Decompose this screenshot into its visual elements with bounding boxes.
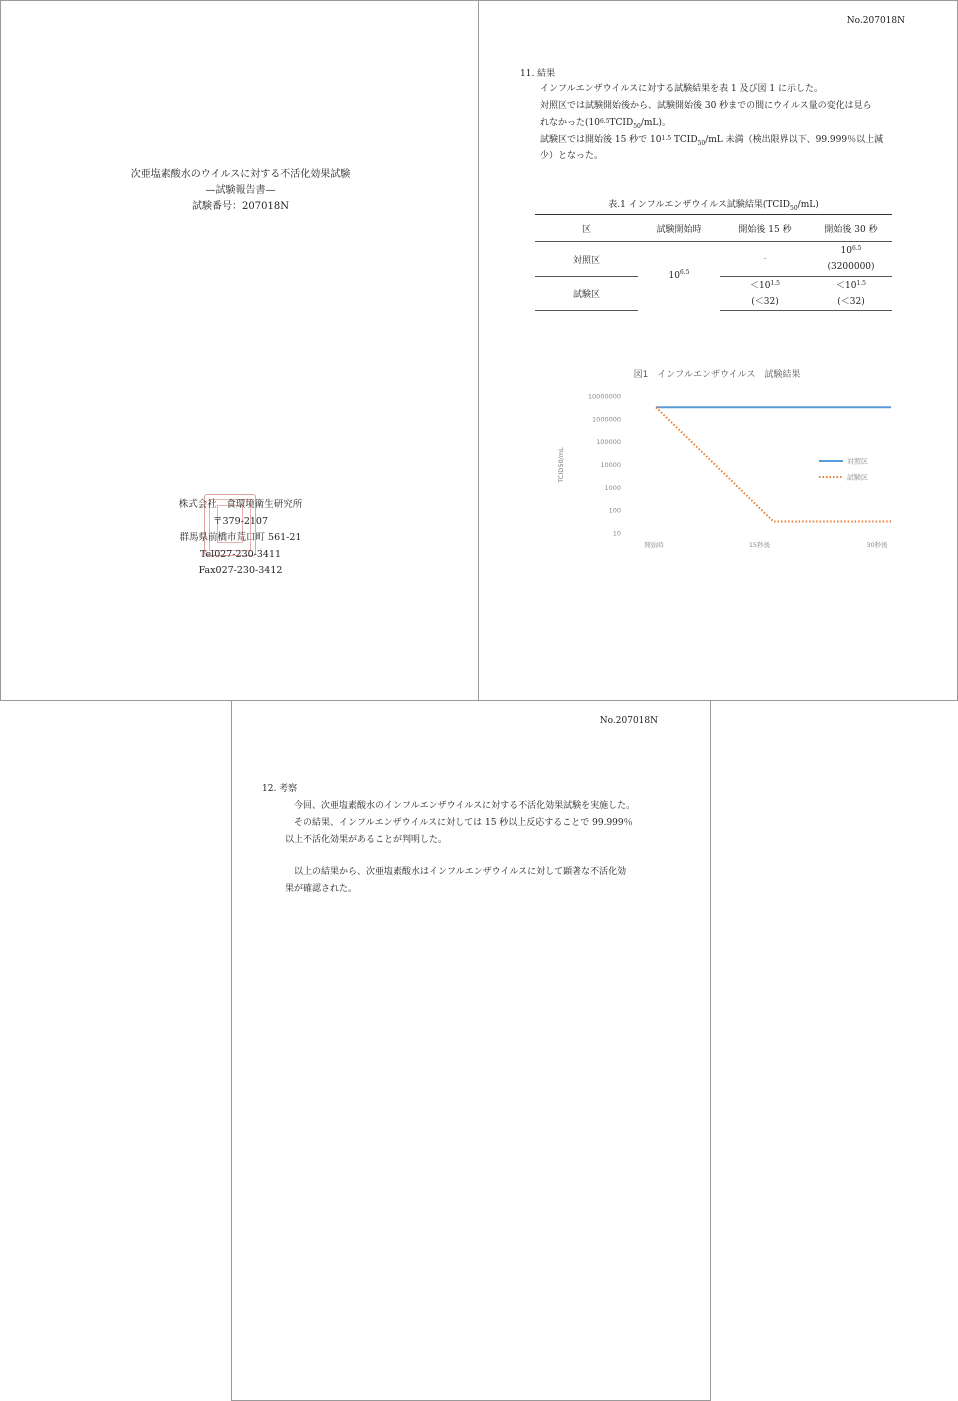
cover-page bbox=[0, 0, 479, 701]
company-name: 株式会社 食環境衛生研究所 bbox=[178, 499, 303, 510]
x-axis-ticks bbox=[644, 540, 888, 549]
y-tick-label: 10 bbox=[612, 529, 621, 538]
table-caption: 表.1 インフルエンザウイルス試験結果$(TCID_{50}/mL)$ bbox=[608, 200, 819, 212]
header-start: 試験開始時 bbox=[638, 215, 720, 242]
results-paragraph-1: インフルエンザウイルスに対する試験結果を表 1 及び図 1 に示した。 bbox=[540, 84, 823, 94]
y-tick-label: 10000 bbox=[600, 461, 621, 469]
results-table bbox=[535, 214, 892, 311]
cell-control-30s: $10^{6.5}$ (3200000) bbox=[810, 242, 892, 277]
document-number: No.207018N bbox=[599, 716, 658, 726]
chart-legend bbox=[819, 457, 868, 482]
results-paragraph-3-line-1: 試験区では開始後 15 秒で $10^{1.5}$ $TCID_{50}/mL$ 未満（検出限界以下、99.999％以上減 bbox=[540, 135, 884, 147]
y-axis-ticks bbox=[588, 393, 621, 538]
x-tick-label: 開始時 bbox=[644, 541, 664, 549]
section-heading: 12. 考察 bbox=[262, 784, 298, 794]
company-tel: Tel027-230-3411 bbox=[199, 548, 282, 560]
cover-title-block bbox=[1, 167, 480, 215]
chart-title: 図1 インフルエンザウイルス 試験結果 bbox=[633, 370, 801, 380]
y-tick-label: 10000000 bbox=[587, 392, 621, 401]
results-chart bbox=[539, 361, 919, 561]
cell-control-15s: - bbox=[763, 254, 767, 264]
discussion-line-4: 以上の結果から、次亜塩素酸水はインフルエンザウイルスに対して顕著な不活化効 bbox=[294, 867, 627, 877]
row-label-control: 対照区 bbox=[535, 242, 638, 277]
report-title: 次亜塩素酸水のウイルスに対する不活化効果試験 bbox=[130, 169, 351, 180]
postal-code: 〒379-2107 bbox=[212, 515, 269, 527]
table-header-row bbox=[535, 215, 892, 242]
discussion-line-3: 以上不活化効果があることが判明した。 bbox=[285, 835, 448, 845]
y-tick-label: 100 bbox=[608, 506, 621, 515]
section-heading: 11. 結果 bbox=[520, 69, 556, 79]
cell-start-value: $10^{6.5}$ bbox=[668, 269, 690, 282]
company-address: 群馬県前橋市荒口町 561-21 bbox=[179, 532, 302, 544]
document-number: No.207018N bbox=[846, 16, 905, 26]
cell-test-15s: $<10^{1.5}$ (＜32) bbox=[720, 277, 810, 311]
legend-label: 対照区 bbox=[847, 457, 868, 466]
chart-y-axis-label: TCID50/mL bbox=[557, 447, 565, 483]
discussion-line-5: 果が確認された。 bbox=[285, 884, 358, 894]
discussion-page bbox=[231, 700, 711, 1401]
x-tick-label: 30秒後 bbox=[866, 541, 888, 549]
table-row bbox=[535, 242, 892, 277]
results-paragraph-2-line-2: れなかった$(10^{6.5}TCID_{50}/mL)$。 bbox=[540, 118, 671, 130]
row-label-test: 試験区 bbox=[535, 277, 638, 311]
discussion-line-1: 今回、次亜塩素酸水のインフルエンザウイルスに対する不活化効果試験を実施した。 bbox=[294, 801, 636, 811]
results-paragraph-2-line-1: 対照区では試験開始後から、試験開始後 30 秒までの間にウイルス量の変化は見ら bbox=[540, 101, 872, 111]
header-15s: 開始後 15 秒 bbox=[720, 215, 810, 242]
header-30s: 開始後 30 秒 bbox=[810, 215, 892, 242]
results-paragraph-3-line-2: 少）となった。 bbox=[540, 151, 604, 161]
y-tick-label: 100000 bbox=[596, 438, 621, 447]
discussion-line-2: その結果、インフルエンザウイルスに対しては 15 秒以上反応することで 99.999％ bbox=[294, 818, 633, 828]
x-tick-label: 15秒後 bbox=[748, 541, 771, 549]
y-tick-label: 1000 bbox=[604, 483, 621, 492]
company-block bbox=[1, 497, 480, 580]
header-group: 区 bbox=[535, 215, 638, 242]
y-tick-label: 1000000 bbox=[592, 415, 621, 424]
test-number: 試験番号：207018N bbox=[192, 201, 289, 212]
company-fax: Fax027-230-3412 bbox=[198, 565, 283, 577]
legend-label: 試験区 bbox=[847, 473, 868, 482]
cell-test-30s: $<10^{1.5}$ (＜32) bbox=[810, 277, 892, 311]
results-page bbox=[478, 0, 958, 701]
report-subtitle: —試験報告書— bbox=[205, 185, 276, 196]
